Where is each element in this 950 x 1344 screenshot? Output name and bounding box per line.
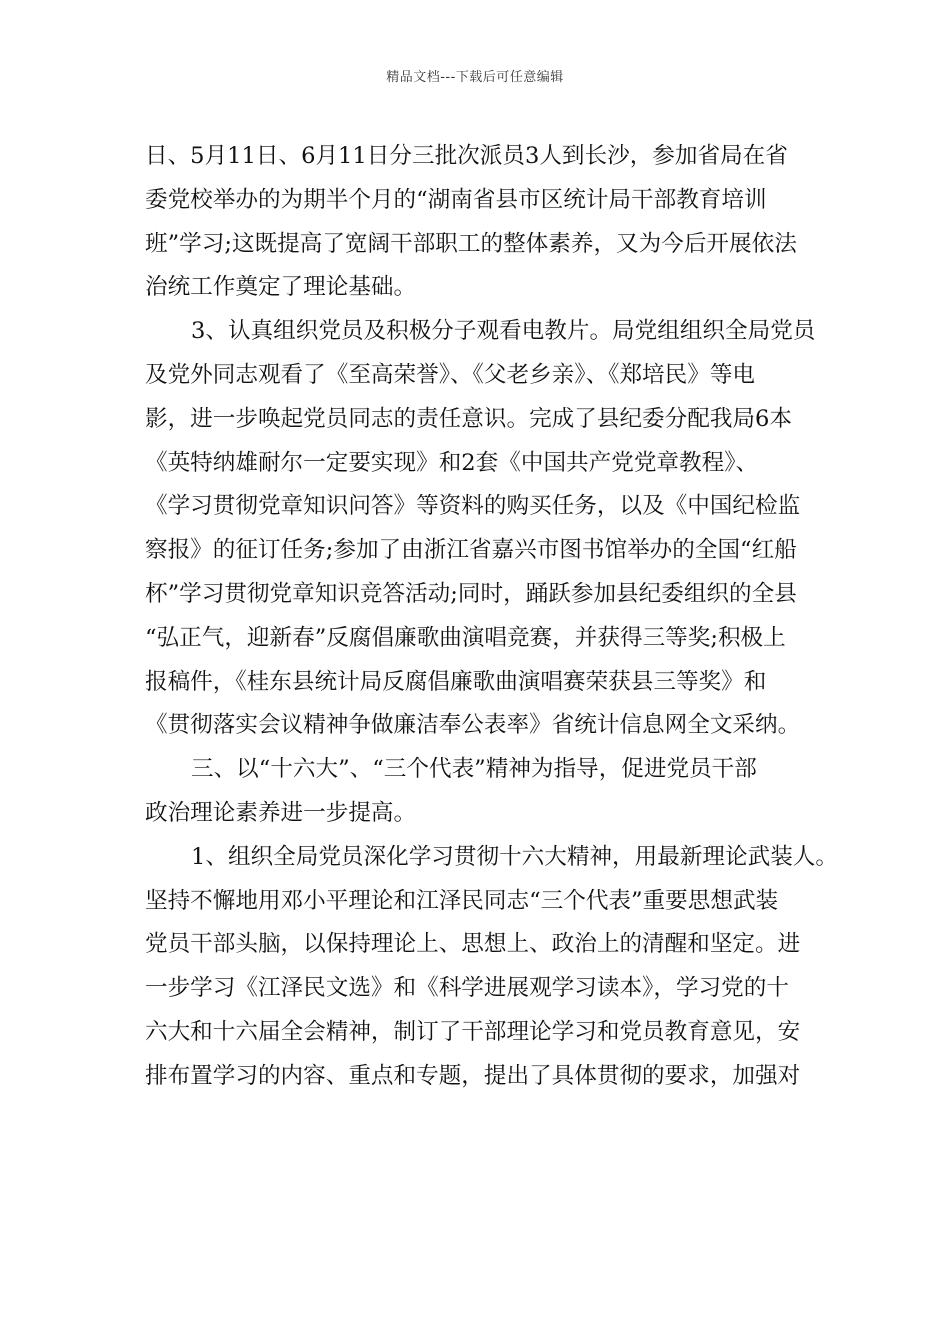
body-line: 杯”学习贯彻党章知识竞答活动;同时，踊跃参加县纪委组织的全县 (145, 580, 797, 607)
document-body (145, 135, 838, 1099)
body-line: 班”学习;这既提高了宽阔干部职工的整体素养，又为今后开展依法 (145, 230, 797, 257)
body-line: 治统工作奠定了理论基础。 (145, 274, 417, 301)
section-heading-line: 政治理论素养进一步提高。 (145, 799, 417, 826)
paragraph-start-line: 3、认真组织党员及积极分子观看电教片。局党组组织全局党员 (191, 318, 816, 345)
body-line: 《贯彻落实会议精神争做廉洁奉公表率》省统计信息网全文采纳。 (145, 712, 801, 739)
body-line: 坚持不懈地用邓小平理论和江泽民同志“三个代表”重要思想武装 (145, 887, 779, 914)
body-line: 排布置学习的内容、重点和专题，提出了具体贯彻的要求，加强对 (145, 1062, 801, 1089)
body-line: 及党外同志观看了《至高荣誉》、《父老乡亲》、《郑培民》等电 (145, 361, 756, 388)
body-line: 一步学习《江泽民文选》和《科学进展观学习读本》，学习党的十 (145, 975, 789, 1002)
body-line: 《英特纳雄耐尔一定要实现》和2套《中国共产党党章教程》、 (145, 449, 759, 476)
body-line: 日、5月11日、6月11日分三批次派员3人到长沙，参加省局在省 (145, 143, 788, 169)
section-heading-line: 三、以“十六大”、“三个代表”精神为指导，促进党员干部 (191, 756, 757, 783)
body-line: 党员干部头脑，以保持理论上、思想上、政治上的清醒和坚定。进 (145, 931, 801, 958)
page-header: 精品文档---下载后可任意编辑 (386, 70, 564, 85)
body-line: 委党校举办的为期半个月的“湖南省县市区统计局干部教育培训 (145, 186, 767, 213)
body-line: 察报》的征订任务;参加了由浙江省嘉兴市图书馆举办的全国“红船 (145, 537, 797, 564)
body-line: 报稿件，《桂东县统计局反腐倡廉歌曲演唱赛荣获县三等奖》和 (145, 668, 767, 695)
paragraph-start-line: 1、组织全局党员深化学习贯彻十六大精神，用最新理论武装人。 (191, 843, 838, 870)
body-line: 六大和十六届全会精神，制订了干部理论学习和党员教育意见，安 (145, 1018, 801, 1045)
body-line: “弘正气，迎新春”反腐倡廉歌曲演唱竞赛，并获得三等奖;积极上 (145, 624, 786, 651)
body-line: 影，进一步唤起党员同志的责任意识。完成了县纪委分配我局6本 (145, 405, 792, 432)
body-line: 《学习贯彻党章知识问答》等资料的购买任务，以及《中国纪检监 (145, 493, 801, 520)
